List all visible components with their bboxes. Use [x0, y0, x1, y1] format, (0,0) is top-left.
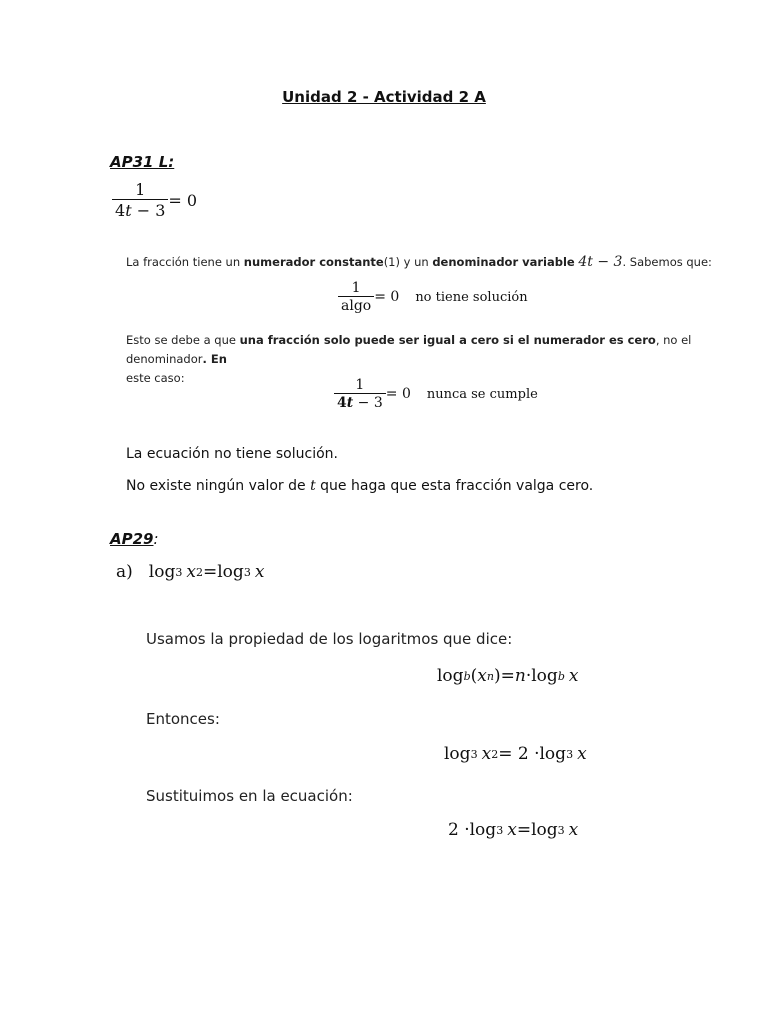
log: log	[469, 820, 497, 840]
den-const: − 3	[131, 201, 166, 220]
p1-text-1: La fracción tiene un	[126, 255, 241, 269]
paren-close: )	[494, 666, 501, 686]
var: x	[507, 820, 517, 840]
lhs-log: log	[148, 562, 176, 582]
ap31-equation-3	[334, 377, 538, 411]
conclusion-period: .	[333, 446, 338, 462]
ap31-conclusion	[126, 446, 338, 462]
ap29-problem	[116, 562, 264, 582]
var-2: x	[577, 744, 587, 764]
final-text-1: No existe ningún valor de	[126, 478, 311, 494]
conclusion-text: La ecuación no tiene solución	[126, 446, 334, 462]
final-text-2: que haga que esta fracción valga cero.	[315, 478, 594, 494]
ap31-paragraph-1	[126, 254, 712, 270]
note: no tiene solución	[415, 289, 528, 305]
equals: =	[516, 820, 532, 840]
base-2: 3	[566, 747, 574, 761]
ap29-step-1-text: Usamos la propiedad de los logaritmos que dice:	[146, 630, 513, 648]
base: b	[463, 669, 471, 683]
p2-text-2: , no el denominador	[126, 333, 692, 366]
p2-line-2: este caso:	[126, 371, 185, 385]
lhs-var: x	[186, 562, 196, 582]
log: log	[437, 666, 464, 686]
exp: 2	[491, 747, 499, 761]
equals-coef: = 2 ·	[498, 744, 540, 764]
coef-n: n	[514, 666, 526, 686]
p2-text-1: Esto se debe a que	[126, 333, 240, 347]
rhs-var: x	[254, 562, 265, 582]
ap29-heading: AP29	[110, 530, 154, 548]
var: x	[477, 666, 487, 686]
paren-open: (	[470, 666, 478, 686]
equals: =	[203, 562, 218, 582]
lhs-base: 3	[175, 565, 183, 579]
base-2: b	[557, 669, 565, 683]
var-2: x	[568, 820, 579, 840]
var-2: x	[568, 666, 579, 686]
base: 3	[470, 747, 478, 761]
base-2: 3	[557, 823, 565, 837]
page-title: Unidad 2 - Actividad 2 A	[282, 88, 486, 106]
p1-text-3: . Sabemos que:	[622, 255, 712, 269]
rhs: = 0	[385, 386, 411, 402]
p1-bold-1: numerador constante	[243, 255, 384, 269]
fraction	[334, 377, 386, 411]
ap31-heading: AP31 L:	[110, 153, 175, 171]
ap31-final-statement	[126, 478, 593, 494]
equals: =	[500, 666, 515, 686]
coef: 2 ·	[448, 820, 470, 840]
ap29-step-3-text: Sustituimos en la ecuación:	[146, 787, 353, 805]
p1-bold-2: denominador variable	[432, 255, 575, 269]
den-coef: 4	[115, 201, 126, 220]
den-coef: 4	[337, 395, 347, 411]
p2-bold-2: . En	[202, 352, 227, 366]
final-var: t	[310, 478, 316, 494]
rhs: = 0	[374, 289, 400, 305]
denominator	[334, 393, 386, 411]
ap31-equation	[112, 180, 197, 220]
ap29-heading-suffix: :	[153, 530, 159, 548]
p1-text-2: (1) y un	[383, 255, 429, 269]
den-var: t	[346, 395, 354, 411]
p2-bold-1: una fracción solo puede ser igual a cero si el numerador es cero	[239, 333, 656, 347]
rhs-base: 3	[243, 565, 251, 579]
base: 3	[496, 823, 504, 837]
log-2: log	[531, 820, 558, 840]
item-label: a)	[116, 562, 133, 582]
denominator	[112, 199, 168, 220]
log: log	[444, 744, 471, 764]
fraction	[338, 280, 374, 314]
den-var: t	[125, 201, 132, 220]
denominator: algo	[338, 296, 374, 314]
ap29-heading-row	[110, 530, 159, 548]
numerator: 1	[135, 180, 146, 199]
rhs: = 0	[168, 190, 198, 210]
ap31-equation-2	[338, 280, 528, 314]
rhs-log: log	[217, 562, 244, 582]
dot: ·	[525, 666, 532, 686]
lhs-exp: 2	[195, 565, 203, 579]
ap29-step-equation	[444, 744, 587, 764]
note: nunca se cumple	[426, 386, 538, 402]
ap29-substituted-equation	[448, 820, 578, 840]
log-2: log	[539, 744, 567, 764]
log-power-property	[437, 666, 578, 686]
log-2: log	[531, 666, 558, 686]
den-const: − 3	[353, 395, 383, 411]
exp: n	[486, 669, 494, 683]
numerator: 1	[355, 377, 365, 393]
var: x	[481, 744, 492, 764]
ap29-step-2-text: Entonces:	[146, 710, 220, 728]
p1-expr: 4t − 3	[578, 254, 623, 270]
numerator: 1	[351, 280, 361, 296]
fraction	[112, 180, 168, 220]
